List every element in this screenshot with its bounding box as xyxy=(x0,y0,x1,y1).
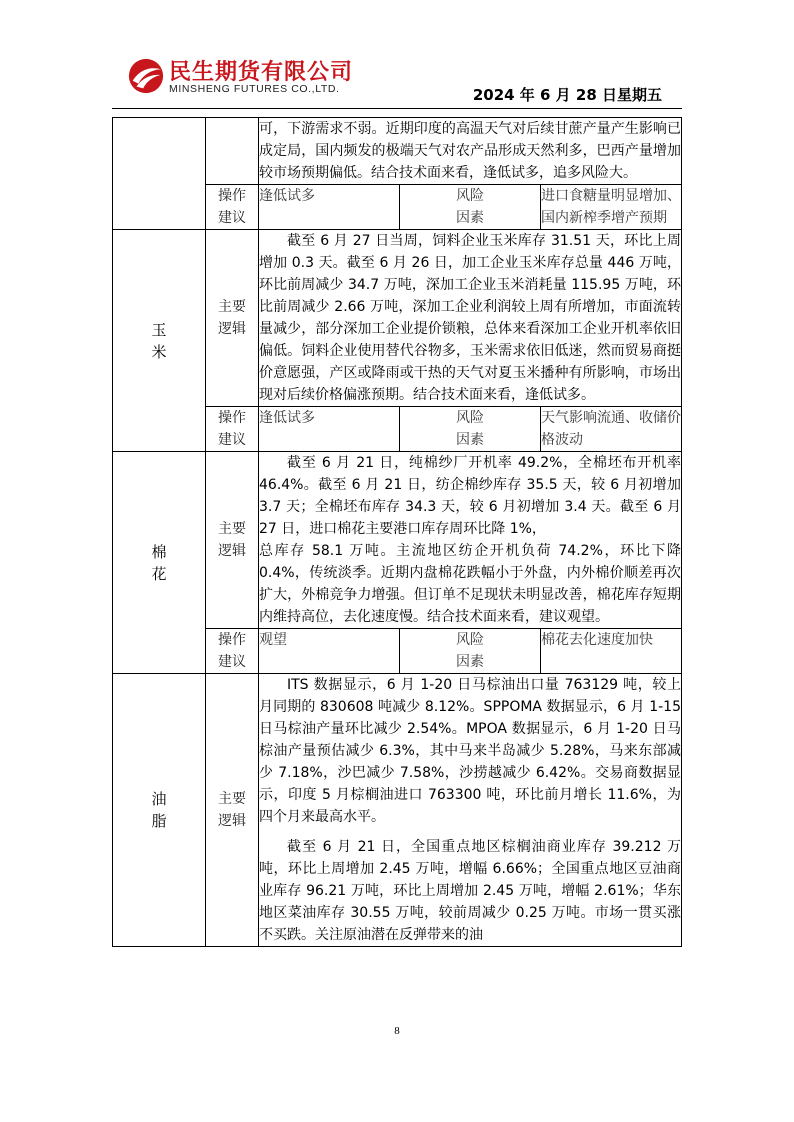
table-row-oil-logic xyxy=(113,674,682,947)
label-logic-line2: 逻辑 xyxy=(218,543,246,559)
label-risk xyxy=(400,407,541,452)
corn-logic-paragraph: 截至 6 月 27 日当周，饲料企业玉米库存 31.51 天，环比上周增加 0.3 天。截至 6 月 26 日，加工企业玉米库存总量 446 万吨，环比前周减少 34.7 万吨，深加工企业玉米消耗量 115.95 万吨，环比前周减少 2.66 万吨，深加工企业利润较上周有所增加，市面流转量减少，部分深加工企业提价锁粮，总体来看深加工企业开机率依旧偏低。饲料企业使用替代谷物多，玉米需求依旧低迷，然而贸易商挺价意愿强，产区或降雨或干热的天气对夏玉米播种有所影响，市场出现对后续价格偏涨预期。结合技术面来看，逢低试多。 xyxy=(259,233,681,403)
oil-name-2: 脂 xyxy=(151,812,167,830)
commodity-table xyxy=(112,117,682,947)
label-logic xyxy=(206,230,259,407)
label-op-line1: 操作 xyxy=(218,632,246,648)
oil-name-1: 油 xyxy=(151,790,167,808)
label-risk-line2: 因素 xyxy=(456,210,484,226)
label-op-line2: 建议 xyxy=(218,654,246,670)
corn-name-2: 米 xyxy=(151,342,167,361)
cotton-op-value: 观望 xyxy=(259,629,400,674)
oil-logic-paragraph-2: 截至 6 月 21 日，全国重点地区棕榈油商业库存 39.212 万吨，环比上周增加 2.45 万吨，增幅 6.66%；全国重点地区豆油商业库存 96.21 万吨，环比上周增加 2.45 万吨，增幅 2.61%；华东地区菜油库存 30.55 万吨，较前周减少 0.25 万吨。市场一贯买涨不买跌。关注原油潜在反弹带来的油 xyxy=(259,839,681,943)
label-risk-line2: 因素 xyxy=(456,432,484,448)
corn-op-value: 逢低试多 xyxy=(259,407,400,452)
label-op xyxy=(206,407,259,452)
label-logic-line1: 主要 xyxy=(218,521,246,537)
label-logic-line2: 逻辑 xyxy=(218,321,246,337)
cotton-risk-value: 棉花去化速度加快 xyxy=(541,629,682,674)
category-oil xyxy=(113,674,206,947)
table-row-corn-logic xyxy=(113,230,682,407)
label-op xyxy=(206,629,259,674)
label-op-line1: 操作 xyxy=(218,188,246,204)
label-risk-line1: 风险 xyxy=(456,188,484,204)
oil-logic-paragraph-1: ITS 数据显示，6 月 1-20 日马棕油出口量 763129 吨，较上月同期的 830608 吨减少 8.12%。SPPOMA 数据显示，6 月 1-15 日马棕油产量环比减少 2.54%。MPOA 数据显示，6 月 1-20 日马棕油产量预估减少 6.3%，其中马来半岛减少 5.28%，马来东部减少 7.18%，沙巴减少 7.58%，沙捞越减少 6.42%。交易商数据显示，印度 5 月棕榈油进口 763300 吨，环比前月增长 11.6%，为四个月来最高水平。 xyxy=(259,677,681,825)
header-divider xyxy=(112,108,682,109)
label-risk xyxy=(400,629,541,674)
sugar-logic-paragraph: 可，下游需求不弱。近期印度的高温天气对后续甘蔗产量产生影响已成定局，国内频发的极端天气对农产品形成天然利多，巴西产量增加较市场预期偏低。结合技术面来看，逢低试多，追多风险大。 xyxy=(259,121,681,181)
label-logic xyxy=(206,118,259,185)
cotton-logic-paragraph-1: 截至 6 月 21 日，纯棉纱厂开机率 49.2%，全棉坯布开机率 46.4%。截至 6 月 21 日，纺企棉纱库存 35.5 天，较 6 月初增加 3.7 天；全棉坯布库存 34.3 天，较 6 月初增加 3.4 天。截至 6 月 27 日，进口棉花主要港口库存周环比降 1%， xyxy=(259,455,681,537)
table-row-cotton-logic xyxy=(113,452,682,629)
category-sugar xyxy=(113,118,206,230)
page-number: 8 xyxy=(394,1025,400,1037)
oil-logic-text xyxy=(259,674,682,947)
sugar-risk-value: 进口食糖量明显增加、国内新榨季增产预期 xyxy=(541,185,682,230)
logo-chinese-name: 民生期货有限公司 xyxy=(169,60,354,85)
label-risk-line1: 风险 xyxy=(456,632,484,648)
cotton-logic-paragraph-2: 总库存 58.1 万吨。主流地区纺企开机负荷 74.2%，环比下降 0.4%，传统淡季。近期内盘棉花跌幅小于外盘，内外棉价顺差再次扩大，外棉竞争力增强。但订单不足现状未明显改善，棉花库存短期内维持高位，去化速度慢。结合技术面来看，建议观望。 xyxy=(259,543,681,625)
label-logic xyxy=(206,674,259,947)
label-op xyxy=(206,185,259,230)
company-logo xyxy=(127,55,367,100)
minsheng-logo-icon xyxy=(127,57,165,95)
cotton-logic-text xyxy=(259,452,682,629)
report-date: 2024 年 6 月 28 日星期五 xyxy=(472,86,662,104)
category-corn xyxy=(113,230,206,452)
label-risk-line2: 因素 xyxy=(456,654,484,670)
logo-english-name: MINSHENG FUTURES CO.,LTD. xyxy=(169,83,340,95)
label-op-line1: 操作 xyxy=(218,410,246,426)
label-logic xyxy=(206,452,259,629)
label-op-line2: 建议 xyxy=(218,210,246,226)
label-risk xyxy=(400,185,541,230)
sugar-op-value: 逢低试多 xyxy=(259,185,400,230)
label-op-line2: 建议 xyxy=(218,432,246,448)
table-row-sugar-logic xyxy=(113,118,682,185)
cotton-name-2: 花 xyxy=(151,564,167,583)
sugar-logic-text xyxy=(259,118,682,185)
cotton-name-1: 棉 xyxy=(151,542,167,561)
label-risk-line1: 风险 xyxy=(456,410,484,426)
label-logic-line1: 主要 xyxy=(218,299,246,315)
corn-risk-value: 天气影响流通、收储价格波动 xyxy=(541,407,682,452)
label-logic-line1: 主要 xyxy=(218,791,246,807)
category-cotton xyxy=(113,452,206,674)
corn-name-1: 玉 xyxy=(151,320,167,339)
label-logic-line2: 逻辑 xyxy=(218,813,246,829)
corn-logic-text xyxy=(259,230,682,407)
